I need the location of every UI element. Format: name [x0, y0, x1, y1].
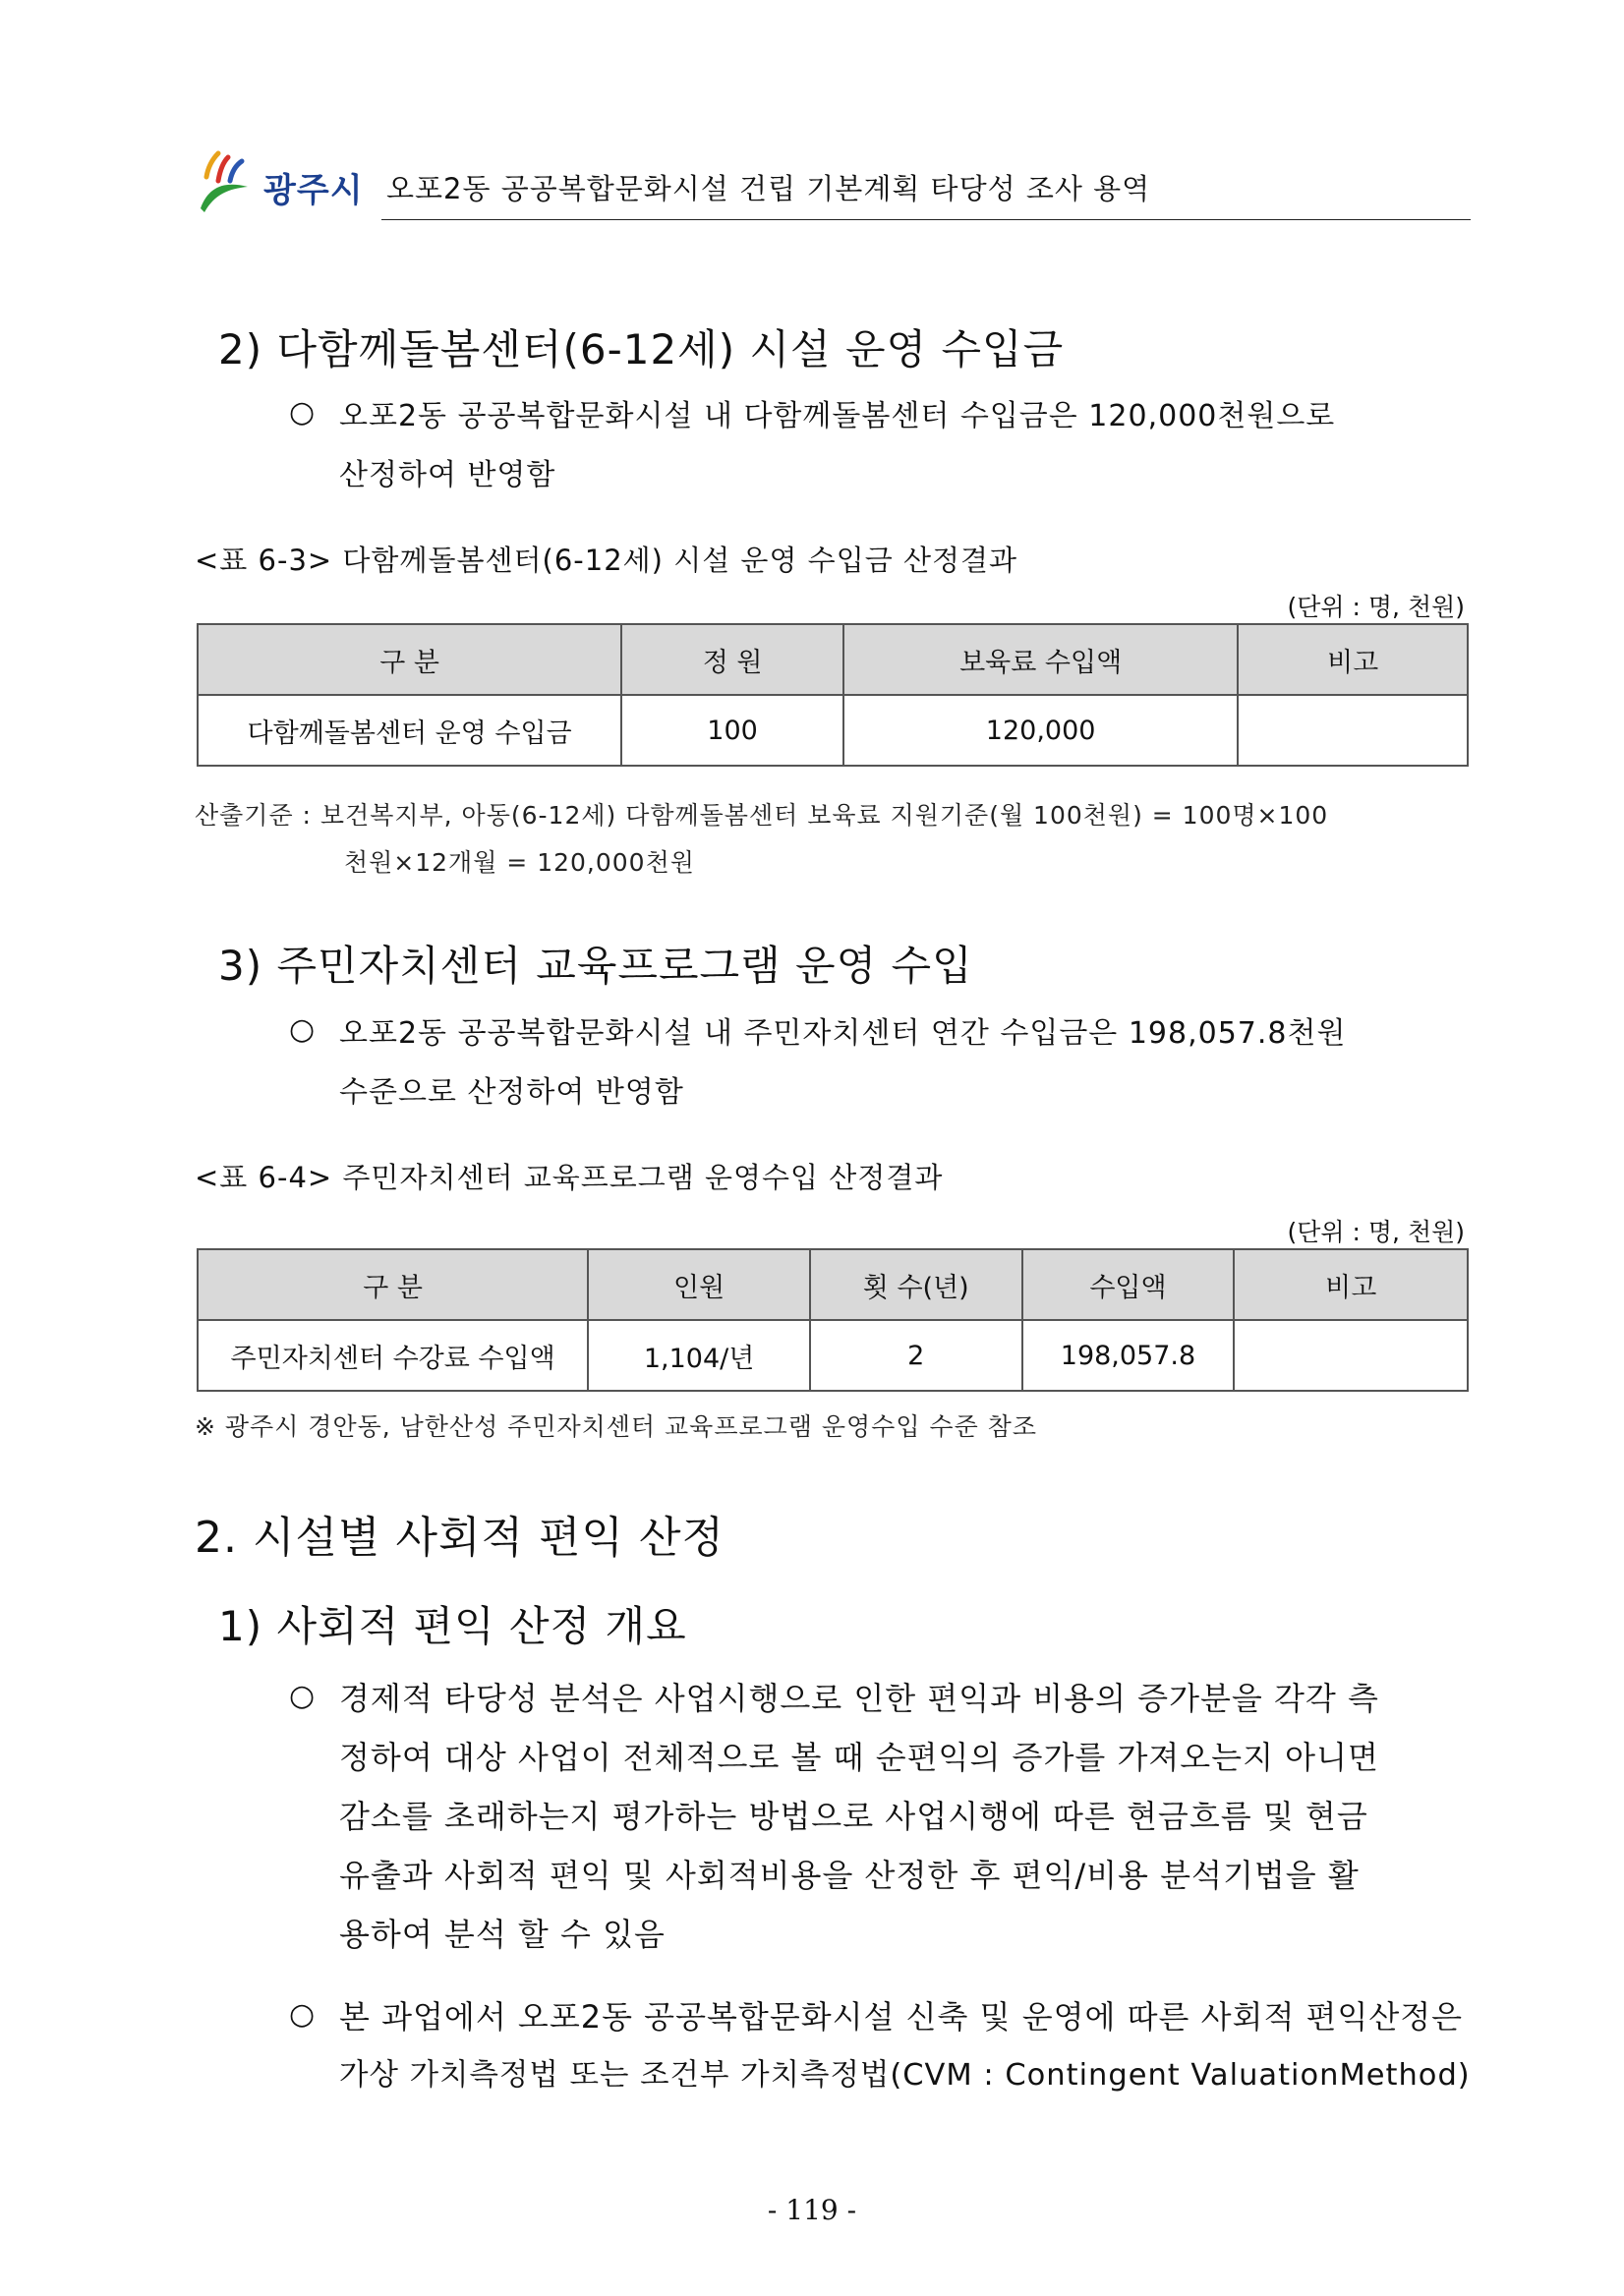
reference-note: ※ 광주시 경안동, 남한산성 주민자치센터 교육프로그램 운영수입 수준 참조	[195, 1412, 1037, 1441]
paragraph-line: 가상 가치측정법 또는 조건부 가치측정법(CVM : Contingent ValuationMethod)	[339, 2058, 1471, 2093]
table-header-cell: 비고	[1234, 1249, 1468, 1320]
table-header-cell: 비고	[1238, 624, 1468, 695]
section-heading-daycare: 2) 다함께돌봄센터(6-12세) 시설 운영 수입금	[218, 325, 1065, 373]
bullet-line: 수준으로 산정하여 반영함	[339, 1075, 684, 1110]
table-row	[198, 1320, 1468, 1391]
calculation-basis-note: 산출기준 : 보건복지부, 아동(6-12세) 다함께돌봄센터 보육료 지원기준(월 100천원) = 100명×100	[195, 801, 1329, 830]
table-cell: 198,057.8	[1022, 1320, 1235, 1391]
header-divider	[381, 219, 1471, 220]
table-header-cell: 횟 수(년)	[810, 1249, 1022, 1320]
bullet-symbol: ○	[289, 1997, 316, 2032]
bullet-line: 오포2동 공공복합문화시설 내 주민자치센터 연간 수입금은 198,057.8천원	[339, 1016, 1347, 1051]
table-daycare-revenue	[197, 623, 1469, 767]
chapter-heading: 2. 시설별 사회적 편익 산정	[195, 1513, 725, 1563]
table-community-revenue	[197, 1248, 1469, 1392]
table-header-cell: 보육료 수입액	[843, 624, 1238, 695]
table-cell	[1238, 695, 1468, 766]
header-brand: 광주시	[263, 171, 364, 210]
table-cell	[1234, 1320, 1468, 1391]
table-header-cell: 구 분	[198, 1249, 588, 1320]
paragraph-line: 유출과 사회적 편익 및 사회적비용을 산정한 후 편익/비용 분석기법을 활	[339, 1857, 1360, 1894]
paragraph-line: 경제적 타당성 분석은 사업시행으로 인한 편익과 비용의 증가분을 각각 측	[339, 1680, 1379, 1717]
table-cell: 주민자치센터 수강료 수입액	[198, 1320, 588, 1391]
table-header-cell: 구 분	[198, 624, 621, 695]
page-number: - 119 -	[767, 2194, 857, 2226]
paragraph-line: 본 과업에서 오포2동 공공복합문화시설 신축 및 운영에 따른 사회적 편익산정은	[339, 1998, 1464, 2036]
unit-label: (단위 : 명, 천원)	[1287, 1218, 1465, 1246]
unit-label: (단위 : 명, 천원)	[1287, 593, 1465, 621]
table-cell: 100	[621, 695, 843, 766]
paragraph-line: 정하여 대상 사업이 전체적으로 볼 때 순편익의 증가를 가져오는지 아니면	[339, 1739, 1379, 1776]
bullet-line: 오포2동 공공복합문화시설 내 다함께돌봄센터 수입금은 120,000천원으로	[339, 399, 1336, 433]
header-title: 오포2동 공공복합문화시설 건립 기본계획 타당성 조사 용역	[386, 172, 1151, 205]
bullet-symbol: ○	[289, 1679, 316, 1713]
table-cell: 다함께돌봄센터 운영 수입금	[198, 695, 621, 766]
sub-heading: 1) 사회적 편익 산정 개요	[218, 1602, 687, 1650]
table-cell: 1,104/년	[588, 1320, 810, 1391]
table-row	[198, 695, 1468, 766]
table-caption: <표 6-3> 다함께돌봄센터(6-12세) 시설 운영 수입금 산정결과	[195, 544, 1017, 577]
paragraph-methodology	[339, 1987, 1479, 2105]
table-cell: 120,000	[843, 695, 1238, 766]
bullet-symbol: ○	[289, 1012, 316, 1047]
table-caption: <표 6-4> 주민자치센터 교육프로그램 운영수입 산정결과	[195, 1161, 944, 1194]
paragraph-line: 용하여 분석 할 수 있음	[339, 1916, 666, 1953]
table-cell: 2	[810, 1320, 1022, 1391]
section-heading-community-center: 3) 주민자치센터 교육프로그램 운영 수입	[218, 942, 973, 990]
paragraph-overview	[339, 1669, 1479, 1964]
table-header-cell: 정 원	[621, 624, 843, 695]
gwangju-logo-icon	[195, 147, 252, 216]
bullet-symbol: ○	[289, 395, 316, 430]
bullet-line: 산정하여 반영함	[339, 458, 556, 492]
paragraph-line: 감소를 초래하는지 평가하는 방법으로 사업시행에 따른 현금흐름 및 현금	[339, 1798, 1368, 1835]
table-header-cell: 인원	[588, 1249, 810, 1320]
calculation-basis-note: 천원×12개월 = 120,000천원	[344, 848, 695, 877]
table-header-cell: 수입액	[1022, 1249, 1235, 1320]
